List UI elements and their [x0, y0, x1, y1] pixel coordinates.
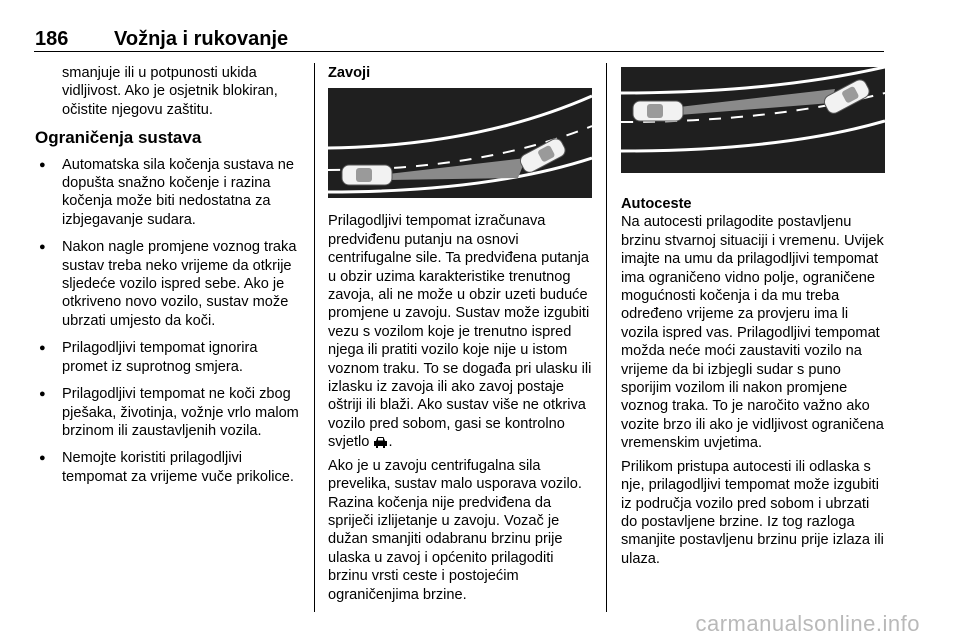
header-rule — [34, 51, 884, 52]
column-divider-2 — [606, 63, 607, 612]
subsection-heading-curves: Zavoji — [328, 65, 371, 81]
list-item: ● Prilagodljivi tempomat ignorira promet iz suprotnog smjera. — [35, 339, 301, 376]
limitations-list — [35, 156, 301, 487]
own-car-icon — [633, 101, 683, 121]
list-item: ● Automatska sila kočenja sustava ne dopušta snažno kočenje i razina kočenja može biti nedostatna za izbjegavanje sudara. — [35, 156, 301, 230]
watermark: carmanualsonline.info — [695, 611, 920, 636]
column-2 — [328, 64, 594, 609]
curves-paragraph-2: Ako je u zavoju centrifugalna sila prevelika, sustav malo usporava vozilo. Razina kočenja nije predviđena da spriječi izlijetanje u zavoju. Vozač je dužan smanjiti odabranu brzinu prije ulaska u zavoj i općenito prilagoditi brzinu vrsti ceste i postojećim ograničenjima brzine. — [328, 457, 582, 603]
curve-illustration — [328, 88, 592, 198]
subsection-heading-highways: Autoceste — [621, 196, 692, 212]
curves-paragraph-1: Prilagodljivi tempomat izračunava predviđenu putanju na osnovi centrifugalne sile. Ta predviđena putanja u obzir uzima karakteristike trenutnog zavoja, ali ne može u obzir uzeti buduće promjene u zavoju. Sustav može izgubiti vezu s vozilom koje je trenutno ispred njega ili pratiti vozilo koje nije u istom voznom traku. To se događa pri ulasku ili izlasku iz zavoja ili ako zavoj postaje oštriji ili blaži. Ako sustav više ne otkriva vozilo pred sobom, gasi se kontrolno svjetlo . — [328, 213, 592, 451]
page-number: 186 — [35, 28, 69, 50]
list-item: ● Prilagodljivi tempomat ne koči zbog pješaka, životinja, vožnje vrlo malom brzinom ili zaustavljenih vozila. — [35, 385, 301, 440]
list-item: ● Nakon nagle promjene voznog traka sustav treba neko vrijeme da otkrije sljedeće vozilo ispred sebe. Ako je otkriveno novo vozilo, sustav može ubrzati umjesto da koči. — [35, 238, 301, 330]
page-title: Vožnja i rukovanje — [114, 28, 289, 50]
intro-paragraph: smanjuje ili u potpunosti ukida vidljivost. Ako je osjetnik blokiran, očistite njegovu zaštitu. — [62, 65, 278, 118]
list-item: ● Nemojte koristiti prilagodljivi tempomat za vrijeme vuče prikolice. — [35, 449, 301, 486]
highways-paragraph-2: Prilikom pristupa autocesti ili odlaska s nje, prilagodljivi tempomat može izgubiti iz područja vozilo pred sobom i ubrzati do postavljene brzine. Iz tog razloga smanjite postavljenu brzinu prije izlaza ili ulaza. — [621, 458, 884, 567]
highways-paragraph-1: Na autocesti prilagodite postavljenu brzinu stvarnoj situaciji i vremenu. Uvijek imajte na umu da prilagodljivi tempomat ima ograničeno vidno polje, ograničene mogućnosti kočenja i da mu treba određeno vrijeme za provjeru ima li vozila ispred vas. Prilagodljivi tempomat možda neće moći zaustaviti vozilo na vrijeme da bi izbjegli sudar s puno sporijim vozilom ili nakon promjene voznog traka. To je naročito važno ako vozite brzo ili ako je vidljivost ograničena vremenskim uvjetima. — [621, 214, 884, 452]
column-divider-1 — [314, 63, 315, 612]
column-3 — [621, 64, 887, 573]
highway-illustration — [621, 67, 885, 173]
car-ahead-icon — [373, 435, 388, 449]
column-1 — [35, 64, 301, 495]
section-heading: Ograničenja sustava — [35, 128, 202, 148]
own-car-icon — [342, 165, 392, 185]
